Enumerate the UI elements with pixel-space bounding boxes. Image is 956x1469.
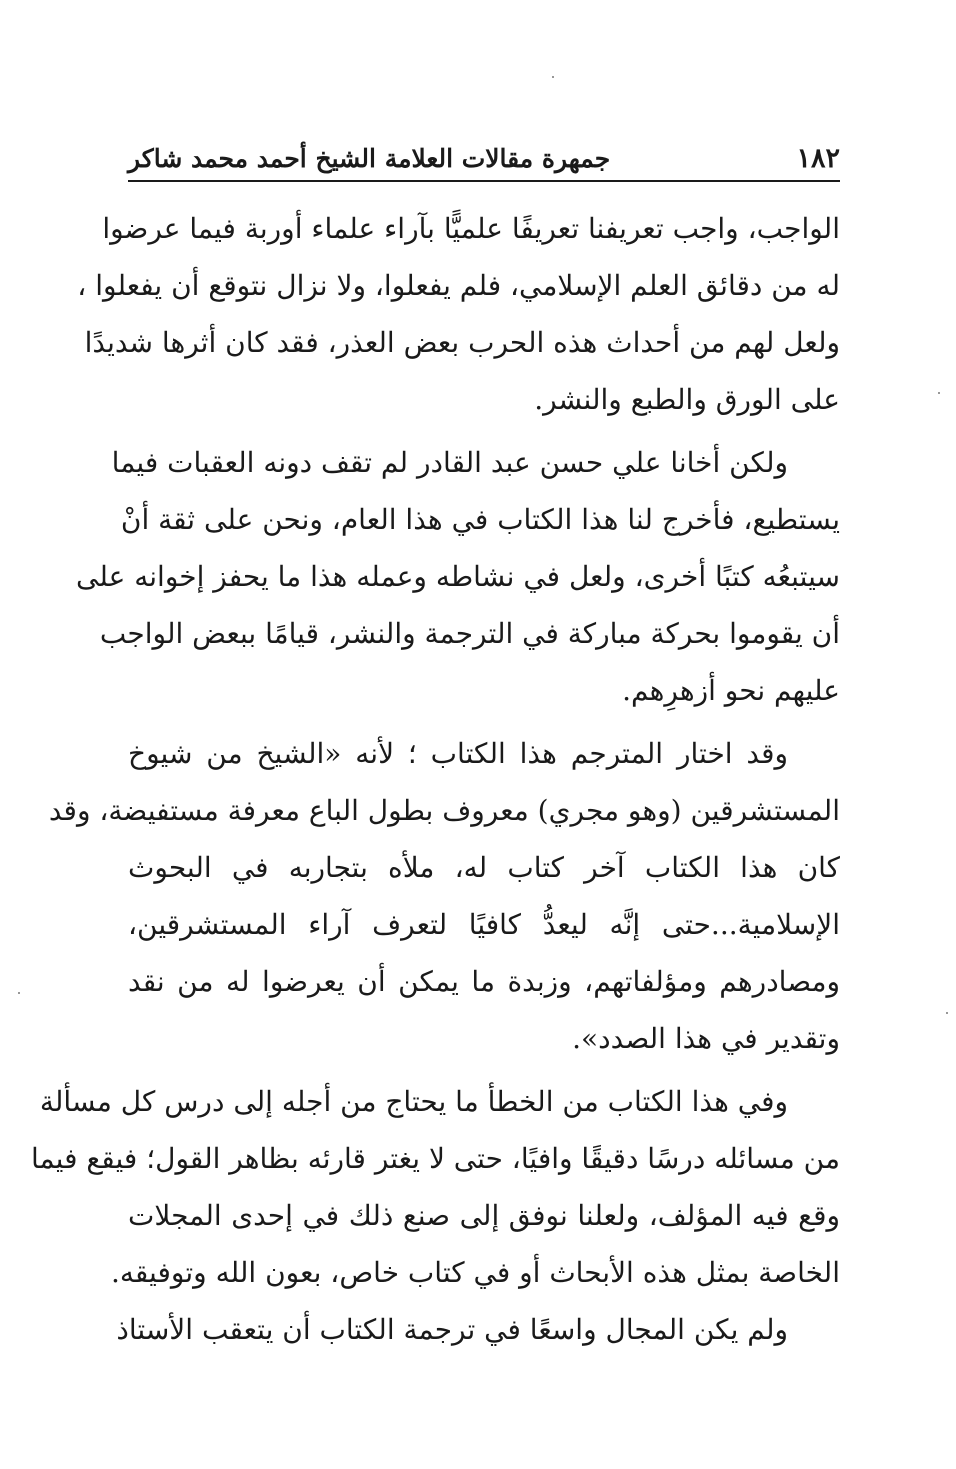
paragraph-1 (77, 200, 840, 428)
text-line: ولم يكن المجال واسعًا في ترجمة الكتاب أن يتعقب الأستاذ (116, 1313, 788, 1346)
text-line: ومصادرهم ومؤلفاتهم، وزبدة ما يمكن أن يعرضوا له من نقد (128, 965, 840, 998)
text-line: سيتبعُه كتبًا أخرى، ولعل في نشاطه وعمله هذا ما يحفز إخوانه على (76, 560, 840, 593)
paragraph-2 (76, 434, 840, 719)
text-line: له من دقائق العلم الإسلامي، فلم يفعلوا، ولا نزال نتوقع أن يفعلوا ، (77, 269, 840, 302)
scan-speck (946, 1012, 948, 1014)
text-line: المستشرقين (وهو مجري) معروف بطول الباع معرفة مستفيضة، وقد (48, 794, 840, 827)
text-line: ولكن أخانا علي حسن عبد القادر لم تقف دونه العقبات فيما (111, 446, 788, 479)
text-line: وقع فيه المؤلف، ولعلنا نوفق إلى صنع ذلك في إحدى المجلات (128, 1199, 840, 1232)
text-line: على الورق والطبع والنشر. (534, 383, 840, 416)
text-line: يستطيع، فأخرج لنا هذا الكتاب في هذا العام، ونحن على ثقة أنْ (120, 503, 840, 536)
text-line: الخاصة بمثل هذه الأبحاث أو في كتاب خاص، بعون الله وتوفيقه. (110, 1256, 840, 1289)
page-header (128, 140, 840, 182)
page-number: ١٨٢ (796, 143, 840, 174)
scan-speck (552, 76, 554, 78)
text-line: وتقدير في هذا الصدد». (572, 1022, 840, 1055)
scan-speck (18, 992, 20, 994)
text-line: عليهم نحو أزهرِهم. (622, 674, 840, 707)
text-line: أن يقوموا بحركة مباركة في الترجمة والنشر، قيامًا ببعض الواجب (99, 617, 840, 650)
scan-speck (938, 392, 940, 394)
running-title: جمهرة مقالات العلامة الشيخ أحمد محمد شاكر (128, 144, 611, 173)
text-line: الإسلامية...حتى إنَّه ليعدُّ كافيًا لتعرف آراء المستشرقين، (128, 908, 840, 941)
paragraph-3 (48, 725, 840, 1067)
text-line: من مسائله درسًا دقيقًا وافيًا، حتى لا يغتر قارئه بظاهر القول؛ فيقع فيما (30, 1142, 840, 1175)
paragraph-4 (30, 1073, 840, 1301)
body-text (30, 200, 840, 1358)
text-line: وفي هذا الكتاب من الخطأ ما يحتاج من أجله إلى درس كل مسألة (39, 1085, 788, 1118)
text-line: كان هذا الكتاب آخر كتاب له، ملأه بتجاربه في البحوث (128, 851, 840, 884)
text-line: الواجب، واجب تعريفنا تعريفًا علميًّا بآراء علماء أوربة فيما عرضوا (102, 212, 840, 245)
text-line: وقد اختار المترجم هذا الكتاب ؛ لأنه «الشيخ من شيوخ (128, 737, 788, 770)
paragraph-5 (116, 1301, 840, 1358)
text-line: ولعل لهم من أحداث هذه الحرب بعض العذر، فقد كان أثرها شديدًا (84, 326, 840, 359)
